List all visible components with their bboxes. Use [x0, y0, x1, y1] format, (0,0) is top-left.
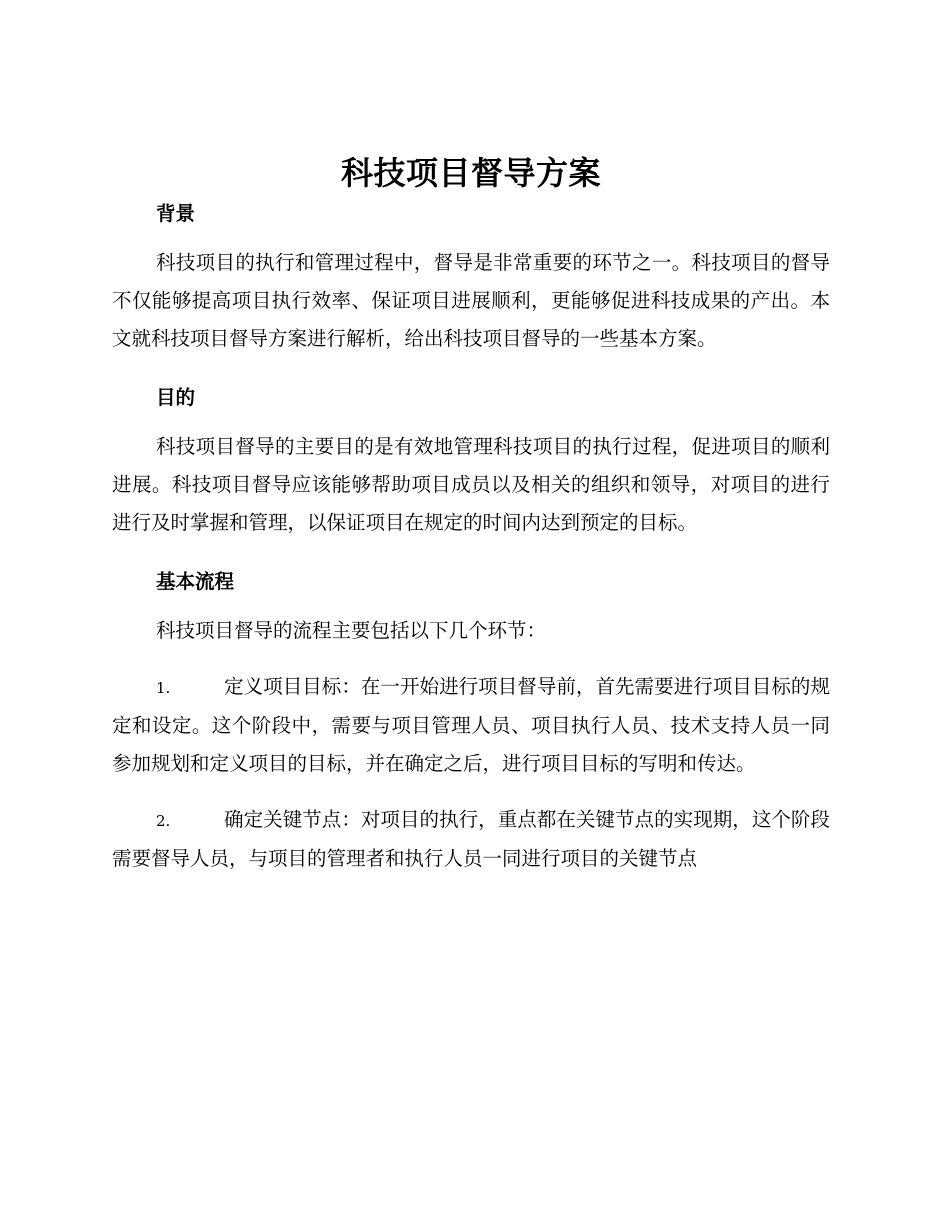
section-heading-process: 基本流程 — [156, 570, 235, 593]
step-text: 确定关键节点：对项目的执行，重点都在关键节点的实现期，这个阶段需要督导人员，与项目的管理者和执行人员一同进行项目的关键节点 — [112, 808, 830, 870]
process-step-2 — [112, 801, 830, 878]
step-text: 定义项目目标：在一开始进行项目督导前，首先需要进行项目目标的规定和设定。这个阶段中，需要与项目管理人员、项目执行人员、技术支持人员一同参加规划和定义项目的目标，并在确定之后，进行项目目标的写明和传达。 — [112, 675, 830, 775]
step-number: 1. — [156, 679, 171, 697]
purpose-paragraph: 科技项目督导的主要目的是有效地管理科技项目的执行过程，促进项目的顺利进展。科技项目督导应该能够帮助项目成员以及相关的组织和领导，对项目的进行进行及时掌握和管理，以保证项目在规定的时间内达到预定的目标。 — [112, 435, 830, 534]
section-heading-purpose: 目的 — [156, 386, 196, 409]
document-title: 科技项目督导方案 — [340, 154, 601, 192]
process-intro-paragraph: 科技项目督导的流程主要包括以下几个环节： — [156, 619, 547, 642]
section-heading-background: 背景 — [156, 202, 196, 225]
step-number: 2. — [156, 812, 171, 830]
background-paragraph: 科技项目的执行和管理过程中，督导是非常重要的环节之一。科技项目的督导不仅能够提高项目执行效率、保证项目进展顺利，更能够促进科技成果的产出。本文就科技项目督导方案进行解析，给出科技项目督导的一些基本方案。 — [112, 251, 830, 350]
process-step-1 — [112, 668, 830, 783]
document-body — [112, 150, 830, 878]
